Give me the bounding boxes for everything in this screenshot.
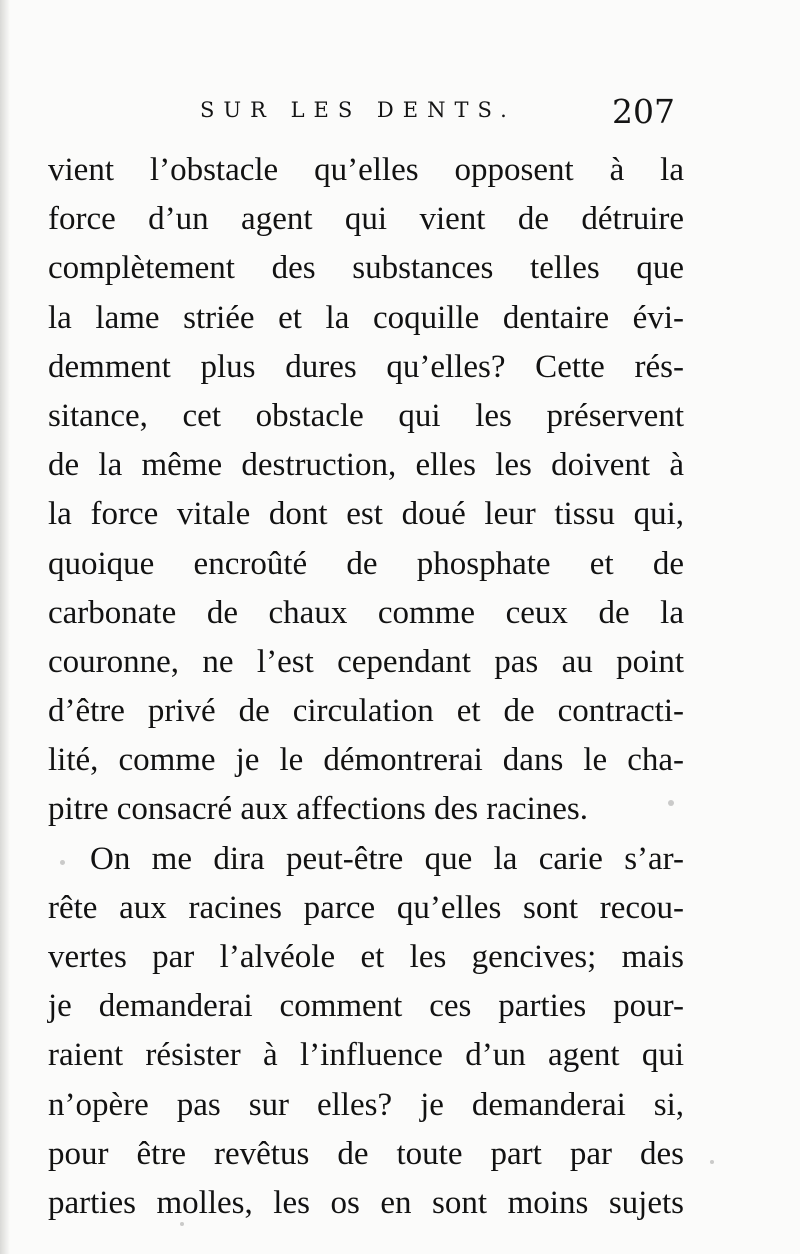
paper-speck [668, 800, 674, 806]
text-line: demment plus dures qu’elles? Cette rés- [48, 348, 684, 385]
text-line: d’être privé de circulation et de contracti- [48, 693, 684, 730]
paper-speck [710, 1160, 714, 1164]
page-header [0, 92, 800, 132]
paper-speck [180, 1222, 184, 1226]
text-line: couronne, ne l’est cependant pas au point [48, 643, 684, 680]
text-line: la force vitale dont est doué leur tissu qui, [48, 496, 684, 533]
body-text [48, 146, 684, 1228]
paper-speck [60, 860, 65, 865]
text-line: je demanderai comment ces parties pour- [48, 988, 684, 1025]
page-number: 207 [612, 92, 675, 131]
text-line: de la même destruction, elles les doivent à [48, 447, 684, 484]
text-line: lité, comme je le démontrerai dans le cha- [48, 742, 684, 779]
text-line: complètement des substances telles que [48, 250, 684, 287]
text-line: raient résister à l’influence d’un agent qui [48, 1037, 684, 1074]
text-line: pitre consacré aux affections des racines. [48, 791, 588, 828]
text-line: vient l’obstacle qu’elles opposent à la [48, 152, 684, 188]
text-line: force d’un agent qui vient de détruire [48, 201, 684, 238]
paragraph-first-line: On me dira peut-être que la carie s’ar- [90, 840, 684, 877]
text-line: rête aux racines parce qu’elles sont recou- [48, 889, 684, 926]
text-line: pour être revêtus de toute part par des [48, 1135, 684, 1172]
text-line: quoique encroûté de phosphate et de [48, 545, 684, 582]
text-line: carbonate de chaux comme ceux de la [48, 594, 684, 631]
running-title: SUR LES DENTS. [200, 98, 516, 122]
text-line: n’opère pas sur elles? je demanderai si, [48, 1086, 684, 1123]
text-line: la lame striée et la coquille dentaire évi- [48, 299, 684, 336]
page-edge-shadow [0, 0, 10, 1254]
text-line: sitance, cet obstacle qui les préservent [48, 397, 684, 434]
text-line: parties molles, les os en sont moins sujets [48, 1184, 684, 1221]
text-line: vertes par l’alvéole et les gencives; mais [48, 939, 684, 975]
